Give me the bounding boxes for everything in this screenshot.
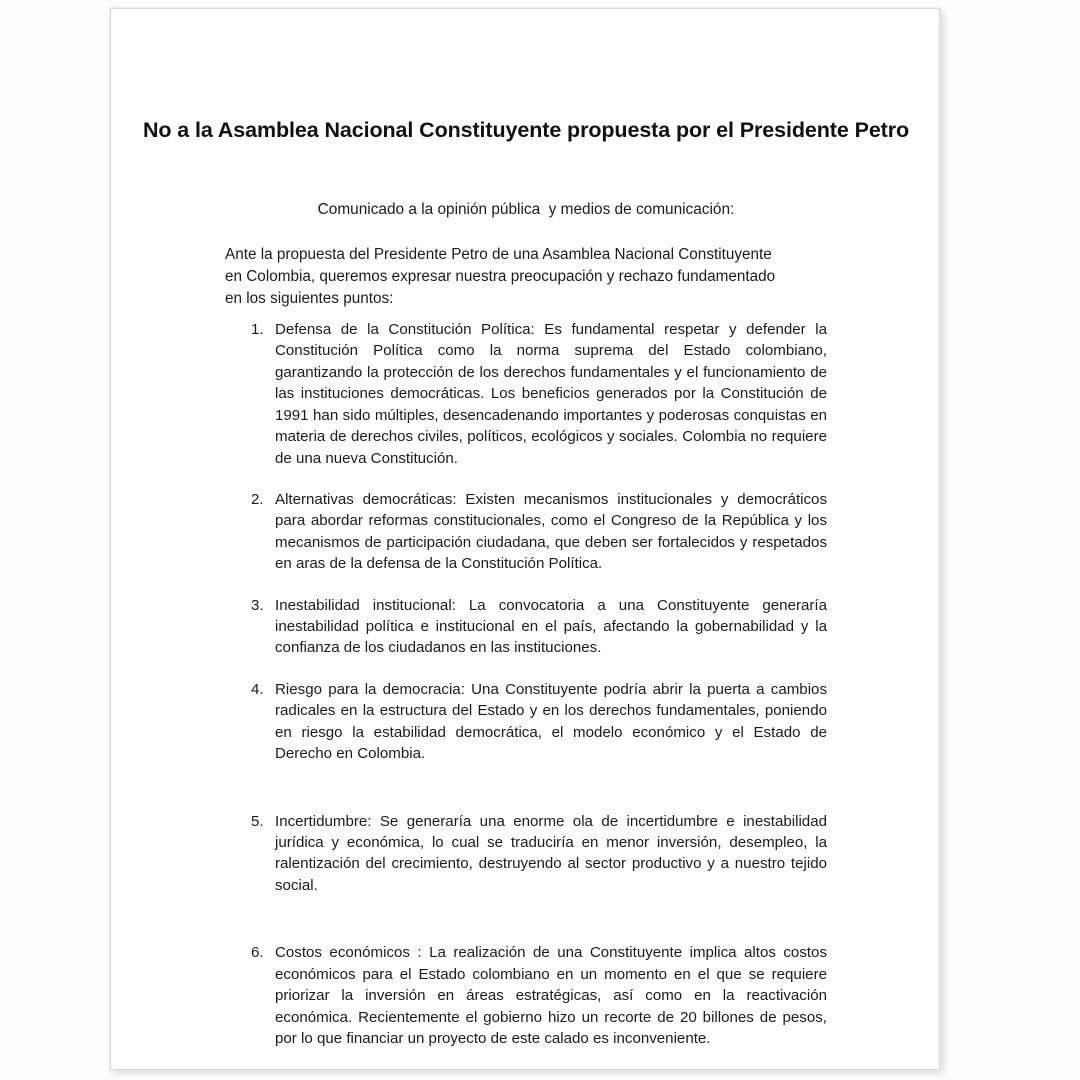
list-item-marker: 1. [251, 321, 264, 338]
list-item [243, 319, 827, 469]
list-spacer [243, 575, 827, 595]
list-spacer [243, 896, 827, 942]
list-item-text: Alternativas democráticas: Existen mecanismos institucionales y democráticos para abordar reformas constitucionales, como el Congreso de la República y los mecanismos de participación ciudadana, que deben ser fortalecidos y respetados en aras de la defensa de la Constitución Política. [275, 490, 827, 573]
list-item [243, 595, 827, 659]
document-intro-paragraph: Ante la propuesta del Presidente Petro de una Asamblea Nacional Constituyente en Colombia, queremos expresar nuestra preocupación y rechazo fundamentado en los siguientes puntos: [225, 246, 776, 307]
document-numbered-list [243, 319, 827, 1049]
list-item-marker: 4. [251, 680, 264, 698]
page-title: No a la Asamblea Nacional Constituyente propuesta por el Presidente Petro [142, 118, 910, 143]
list-item-text: Defensa de la Constitución Política: Es fundamental respetar y defender la Constitución Política como la norma suprema del Estado colombiano, garantizando la protección de los derechos fundamentales y el funcionamiento de las instituciones democráticas. Los beneficios generados por la Constitución de 1991 han sido múltiples, desencadenando importantes y poderosas conquistas en materia de derechos civiles, políticos, ecológicos y sociales. Colombia no requiere de una nueva Constitución. [275, 321, 827, 467]
document-subtitle: Comunicado a la opinión pública y medios de comunicación: [317, 201, 735, 218]
list-spacer [243, 469, 827, 489]
list-item-text: Riesgo para la democracia: Una Constituyente podría abrir la puerta a cambios radicales en la estructura del Estado y en los derechos fundamentales, poniendo en riesgo la estabilidad democrática, el modelo económico y el Estado de Derecho en Colombia. [275, 680, 827, 763]
list-item-marker: 2. [251, 490, 264, 508]
list-spacer [243, 765, 827, 811]
list-item [243, 811, 827, 897]
list-item-text: Costos económicos : La realización de una Constituyente implica altos costos económicos para el Estado colombiano en un momento en el que se requiere priorizar la inversión en áreas estratégicas, así como en la reactivación económica. Recientemente el gobierno hizo un recorte de 20 billones de pesos, por lo que financiar un proyecto de este calado es inconveniente. [275, 944, 827, 1047]
list-item [243, 489, 827, 575]
list-item [243, 679, 827, 765]
list-item-text: Inestabilidad institucional: La convocatoria a una Constituyente generaría inestabilidad política e institucional en el país, afectando la gobernabilidad y la confianza de los ciudadanos en las instituciones. [275, 596, 827, 657]
document-page-content [111, 9, 939, 1069]
list-item-marker: 6. [251, 944, 264, 962]
document-page [110, 8, 940, 1070]
list-item-marker: 5. [251, 812, 264, 830]
list-spacer [243, 659, 827, 679]
list-item-text: Incertidumbre: Se generaría una enorme ola de incertidumbre e inestabilidad jurídica y económica, lo cual se traduciría en menor inversión, desempleo, la ralentización del crecimiento, destruyendo al sector productivo y a nuestro tejido social. [275, 812, 827, 894]
list-item [243, 942, 827, 1049]
list-item-marker: 3. [251, 596, 264, 614]
